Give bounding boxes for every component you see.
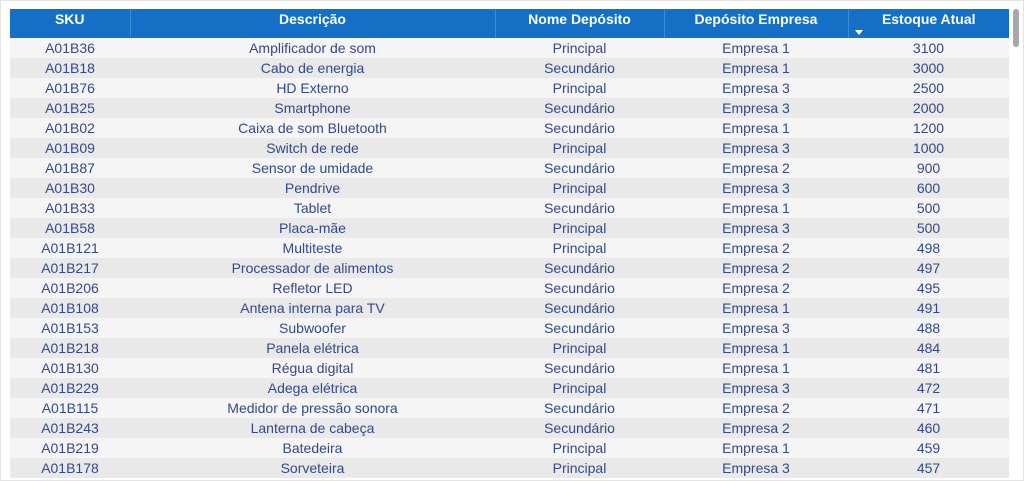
cell-sku: A01B243 bbox=[10, 418, 130, 438]
cell-sku: A01B121 bbox=[10, 238, 130, 258]
cell-estoque-atual: 497 bbox=[848, 258, 1009, 278]
cell-nome-deposito: Secundário bbox=[495, 158, 664, 178]
cell-sku: A01B217 bbox=[10, 258, 130, 278]
column-header-estoque-atual[interactable] bbox=[848, 9, 1009, 38]
table-row[interactable] bbox=[10, 58, 1009, 78]
cell-nome-deposito: Secundário bbox=[495, 358, 664, 378]
cell-deposito-empresa: Empresa 2 bbox=[664, 278, 848, 298]
cell-estoque-atual: 1200 bbox=[848, 118, 1009, 138]
table-row[interactable] bbox=[10, 238, 1009, 258]
cell-nome-deposito: Principal bbox=[495, 178, 664, 198]
cell-deposito-empresa: Empresa 3 bbox=[664, 318, 848, 338]
table-row[interactable] bbox=[10, 318, 1009, 338]
cell-descricao: Smartphone bbox=[130, 98, 495, 118]
table-row[interactable] bbox=[10, 38, 1009, 58]
cell-sku: A01B09 bbox=[10, 138, 130, 158]
cell-nome-deposito: Principal bbox=[495, 378, 664, 398]
cell-descricao: Panela elétrica bbox=[130, 338, 495, 358]
cell-estoque-atual: 488 bbox=[848, 318, 1009, 338]
cell-sku: A01B30 bbox=[10, 178, 130, 198]
cell-deposito-empresa: Empresa 3 bbox=[664, 98, 848, 118]
cell-estoque-atual: 3100 bbox=[848, 38, 1009, 58]
cell-deposito-empresa: Empresa 3 bbox=[664, 138, 848, 158]
cell-nome-deposito: Principal bbox=[495, 38, 664, 58]
cell-descricao: Lanterna de cabeça bbox=[130, 418, 495, 438]
cell-deposito-empresa: Empresa 1 bbox=[664, 198, 848, 218]
cell-nome-deposito: Principal bbox=[495, 78, 664, 98]
cell-sku: A01B115 bbox=[10, 398, 130, 418]
table-row[interactable] bbox=[10, 98, 1009, 118]
cell-nome-deposito: Secundário bbox=[495, 418, 664, 438]
cell-deposito-empresa: Empresa 2 bbox=[664, 398, 848, 418]
cell-nome-deposito: Secundário bbox=[495, 198, 664, 218]
cell-descricao: Sorveteira bbox=[130, 458, 495, 478]
cell-descricao: Adega elétrica bbox=[130, 378, 495, 398]
cell-estoque-atual: 3000 bbox=[848, 58, 1009, 78]
cell-nome-deposito: Secundário bbox=[495, 318, 664, 338]
cell-descricao: Placa-mãe bbox=[130, 218, 495, 238]
cell-sku: A01B218 bbox=[10, 338, 130, 358]
cell-sku: A01B76 bbox=[10, 78, 130, 98]
cell-sku: A01B33 bbox=[10, 198, 130, 218]
cell-deposito-empresa: Empresa 3 bbox=[664, 218, 848, 238]
cell-sku: A01B18 bbox=[10, 58, 130, 78]
table-row[interactable] bbox=[10, 378, 1009, 398]
cell-descricao: HD Externo bbox=[130, 78, 495, 98]
vertical-scrollbar[interactable] bbox=[1012, 9, 1020, 480]
table-row[interactable] bbox=[10, 78, 1009, 98]
cell-estoque-atual: 2500 bbox=[848, 78, 1009, 98]
cell-deposito-empresa: Empresa 1 bbox=[664, 298, 848, 318]
table-row[interactable] bbox=[10, 438, 1009, 458]
cell-sku: A01B87 bbox=[10, 158, 130, 178]
cell-sku: A01B36 bbox=[10, 38, 130, 58]
column-header-label: Depósito Empresa bbox=[694, 11, 818, 27]
table-row[interactable] bbox=[10, 218, 1009, 238]
table-body bbox=[10, 38, 1009, 478]
cell-descricao: Medidor de pressão sonora bbox=[130, 398, 495, 418]
table-row[interactable] bbox=[10, 298, 1009, 318]
cell-estoque-atual: 500 bbox=[848, 198, 1009, 218]
cell-estoque-atual: 457 bbox=[848, 458, 1009, 478]
cell-nome-deposito: Principal bbox=[495, 218, 664, 238]
scrollbar-thumb[interactable] bbox=[1013, 9, 1019, 47]
cell-nome-deposito: Secundário bbox=[495, 58, 664, 78]
cell-estoque-atual: 498 bbox=[848, 238, 1009, 258]
cell-deposito-empresa: Empresa 1 bbox=[664, 438, 848, 458]
table-row[interactable] bbox=[10, 358, 1009, 378]
cell-descricao: Processador de alimentos bbox=[130, 258, 495, 278]
cell-nome-deposito: Secundário bbox=[495, 98, 664, 118]
table-row[interactable] bbox=[10, 138, 1009, 158]
cell-estoque-atual: 1000 bbox=[848, 138, 1009, 158]
column-header-label: Estoque Atual bbox=[881, 11, 976, 27]
table-row[interactable] bbox=[10, 418, 1009, 438]
table-header bbox=[10, 9, 1009, 38]
cell-descricao: Sensor de umidade bbox=[130, 158, 495, 178]
cell-descricao: Antena interna para TV bbox=[130, 298, 495, 318]
table-row[interactable] bbox=[10, 458, 1009, 478]
cell-sku: A01B25 bbox=[10, 98, 130, 118]
stock-table bbox=[10, 9, 1009, 478]
cell-nome-deposito: Principal bbox=[495, 458, 664, 478]
cell-descricao: Cabo de energia bbox=[130, 58, 495, 78]
cell-deposito-empresa: Empresa 1 bbox=[664, 118, 848, 138]
cell-sku: A01B130 bbox=[10, 358, 130, 378]
header-row bbox=[10, 9, 1009, 38]
sort-descending-icon[interactable] bbox=[855, 30, 863, 35]
table-row[interactable] bbox=[10, 278, 1009, 298]
cell-sku: A01B02 bbox=[10, 118, 130, 138]
cell-sku: A01B219 bbox=[10, 438, 130, 458]
cell-descricao: Régua digital bbox=[130, 358, 495, 378]
cell-deposito-empresa: Empresa 2 bbox=[664, 258, 848, 278]
cell-deposito-empresa: Empresa 3 bbox=[664, 378, 848, 398]
cell-estoque-atual: 491 bbox=[848, 298, 1009, 318]
cell-nome-deposito: Secundário bbox=[495, 278, 664, 298]
cell-estoque-atual: 460 bbox=[848, 418, 1009, 438]
column-header-nome-deposito[interactable] bbox=[495, 9, 664, 38]
cell-nome-deposito: Principal bbox=[495, 238, 664, 258]
cell-estoque-atual: 481 bbox=[848, 358, 1009, 378]
cell-nome-deposito: Principal bbox=[495, 438, 664, 458]
cell-descricao: Multiteste bbox=[130, 238, 495, 258]
column-header-sku[interactable] bbox=[10, 9, 130, 38]
cell-deposito-empresa: Empresa 2 bbox=[664, 238, 848, 258]
cell-deposito-empresa: Empresa 3 bbox=[664, 78, 848, 98]
table-row[interactable] bbox=[10, 398, 1009, 418]
cell-sku: A01B58 bbox=[10, 218, 130, 238]
table-row[interactable] bbox=[10, 178, 1009, 198]
cell-deposito-empresa: Empresa 3 bbox=[664, 458, 848, 478]
table-row[interactable] bbox=[10, 338, 1009, 358]
cell-estoque-atual: 472 bbox=[848, 378, 1009, 398]
table-row[interactable] bbox=[10, 118, 1009, 138]
cell-descricao: Refletor LED bbox=[130, 278, 495, 298]
column-header-label: Nome Depósito bbox=[528, 11, 631, 27]
cell-descricao: Batedeira bbox=[130, 438, 495, 458]
cell-estoque-atual: 459 bbox=[848, 438, 1009, 458]
cell-descricao: Tablet bbox=[130, 198, 495, 218]
cell-nome-deposito: Secundário bbox=[495, 258, 664, 278]
cell-nome-deposito: Secundário bbox=[495, 118, 664, 138]
cell-deposito-empresa: Empresa 1 bbox=[664, 38, 848, 58]
cell-estoque-atual: 900 bbox=[848, 158, 1009, 178]
cell-nome-deposito: Secundário bbox=[495, 298, 664, 318]
column-header-label: SKU bbox=[54, 11, 85, 27]
cell-deposito-empresa: Empresa 1 bbox=[664, 58, 848, 78]
cell-deposito-empresa: Empresa 2 bbox=[664, 158, 848, 178]
cell-deposito-empresa: Empresa 2 bbox=[664, 418, 848, 438]
cell-deposito-empresa: Empresa 3 bbox=[664, 178, 848, 198]
cell-sku: A01B153 bbox=[10, 318, 130, 338]
table-row[interactable] bbox=[10, 258, 1009, 278]
cell-descricao: Pendrive bbox=[130, 178, 495, 198]
cell-estoque-atual: 500 bbox=[848, 218, 1009, 238]
cell-descricao: Switch de rede bbox=[130, 138, 495, 158]
cell-estoque-atual: 495 bbox=[848, 278, 1009, 298]
cell-estoque-atual: 471 bbox=[848, 398, 1009, 418]
cell-descricao: Subwoofer bbox=[130, 318, 495, 338]
table-row[interactable] bbox=[10, 158, 1009, 178]
cell-descricao: Caixa de som Bluetooth bbox=[130, 118, 495, 138]
cell-nome-deposito: Principal bbox=[495, 138, 664, 158]
cell-descricao: Amplificador de som bbox=[130, 38, 495, 58]
table-row[interactable] bbox=[10, 198, 1009, 218]
cell-sku: A01B229 bbox=[10, 378, 130, 398]
cell-estoque-atual: 2000 bbox=[848, 98, 1009, 118]
cell-sku: A01B108 bbox=[10, 298, 130, 318]
cell-estoque-atual: 600 bbox=[848, 178, 1009, 198]
cell-nome-deposito: Secundário bbox=[495, 398, 664, 418]
table-container bbox=[10, 9, 1009, 481]
column-header-deposito-empresa[interactable] bbox=[664, 9, 848, 38]
cell-sku: A01B206 bbox=[10, 278, 130, 298]
cell-nome-deposito: Principal bbox=[495, 338, 664, 358]
cell-deposito-empresa: Empresa 1 bbox=[664, 338, 848, 358]
cell-estoque-atual: 484 bbox=[848, 338, 1009, 358]
column-header-descricao[interactable] bbox=[130, 9, 495, 38]
cell-sku: A01B178 bbox=[10, 458, 130, 478]
column-header-label: Descrição bbox=[279, 11, 346, 27]
cell-deposito-empresa: Empresa 1 bbox=[664, 358, 848, 378]
